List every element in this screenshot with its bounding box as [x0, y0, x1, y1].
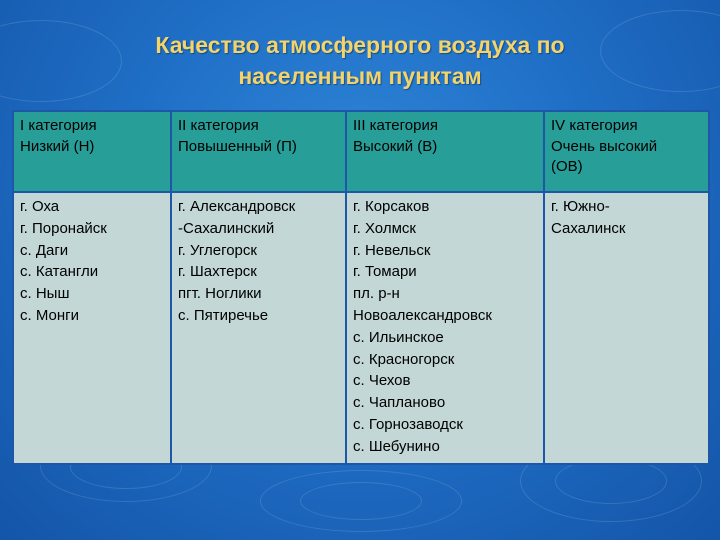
header-category-1: I категория Низкий (Н) [13, 111, 171, 192]
slide-title [60, 30, 660, 92]
ripple [260, 470, 462, 532]
cell-category-3-settlements: г. Корсаков г. Холмск г. Невельск г. Томари пл. р-н Новоалександровск с. Ильинское с. Красногорск с. Чехов с. Чапланово с. Горнозаводск с. Шебунино [346, 192, 544, 464]
ripple [300, 482, 422, 520]
table-header-row [13, 111, 709, 192]
title-line-2: населенным пунктам [238, 63, 482, 89]
table-row [13, 192, 709, 464]
ripple [555, 458, 667, 504]
air-quality-table [12, 110, 710, 465]
header-category-2: II категория Повышенный (П) [171, 111, 346, 192]
header-category-3: III категория Высокий (В) [346, 111, 544, 192]
header-category-4: IV категория Очень высокий (ОВ) [544, 111, 709, 192]
title-line-1: Качество атмосферного воздуха по [155, 32, 565, 58]
cell-category-4-settlements: г. Южно- Сахалинск [544, 192, 709, 464]
cell-category-2-settlements: г. Александровск -Сахалинский г. Углегорск г. Шахтерск пгт. Ноглики с. Пятиречье [171, 192, 346, 464]
cell-category-1-settlements: г. Оха г. Поронайск с. Даги с. Катангли с. Ныш с. Монги [13, 192, 171, 464]
